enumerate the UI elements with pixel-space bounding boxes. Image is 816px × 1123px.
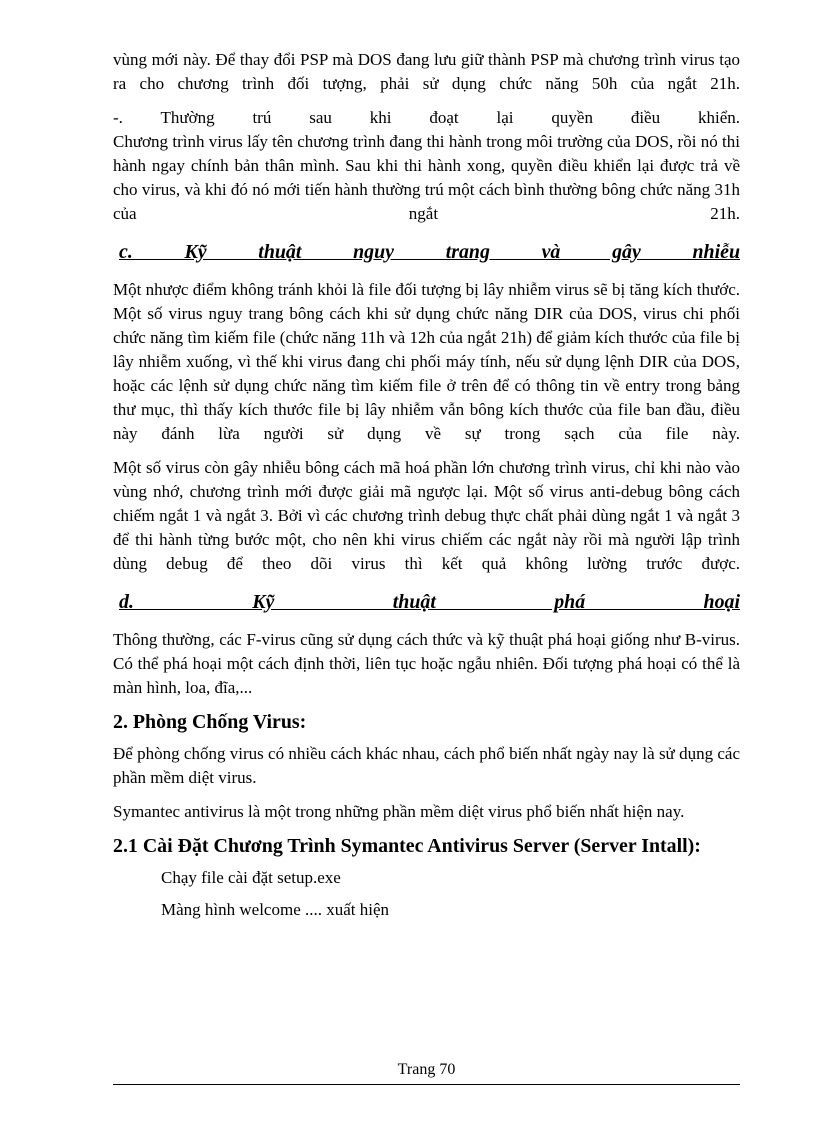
heading-2-virus-prevention: 2. Phòng Chống Virus: bbox=[113, 711, 307, 733]
paragraph-resident-body: Chương trình virus lấy tên chương trình đang thi hành trong môi trường của DOS, rồi nó thi hành ngay chính bản thân mình. Sau khi thi hành xong, quyền điều khiển lại được trả về cho virus, và khi đó nó mới tiến hành thường trú một cách bình thường bông chức năng 31h của ngắt 21h. bbox=[113, 132, 740, 223]
footer-divider bbox=[113, 1084, 740, 1085]
step-welcome-screen: Màng hình welcome .... xuất hiện bbox=[161, 900, 390, 919]
page-number: Trang 70 bbox=[397, 1061, 456, 1078]
heading-d-destroy-technique: d. Kỹ thuật phá hoại bbox=[119, 591, 740, 613]
paragraph-noise: Một số virus còn gây nhiễu bông cách mã hoá phần lớn chương trình virus, chỉ khi nào vào vùng nhớ, chương trình mới được giải mã ngược lại. Một số virus anti-debug bông cách chiếm ngắt 1 và ngắt 3. Bởi vì các chương trình debug thực chất phải dùng ngắt 1 và ngắt 3 để thi hành từng bước một, cho nên khi virus chiếm các ngắt này rồi mà người lập trình dùng debug để theo dõi virus thì kết quả không lường trước được. bbox=[113, 458, 740, 573]
page-footer bbox=[113, 1059, 740, 1085]
paragraph-psp: vùng mới này. Để thay đổi PSP mà DOS đang lưu giữ thành PSP mà chương trình virus tạo ra cho chương trình đối tượng, phải sử dụng chức năng 50h của ngắt 21h. bbox=[113, 50, 740, 93]
step-run-setup: Chạy file cài đặt setup.exe bbox=[161, 868, 341, 887]
heading-c-disguise-technique: c. Kỹ thuật nguy trang và gây nhiễu bbox=[119, 241, 740, 263]
paragraph-destroy: Thông thường, các F-virus cũng sử dụng cách thức và kỹ thuật phá hoại giống như B-virus. Có thể phá hoại một cách định thời, liên tục hoặc ngẫu nhiên. Đối tượng phá hoại có thể là màn hình, loa, đĩa,... bbox=[113, 630, 740, 697]
paragraph-prevention: Để phòng chống virus có nhiều cách khác nhau, cách phổ biến nhất ngày nay là sử dụng các phần mềm diệt virus. bbox=[113, 744, 740, 787]
paragraph-disguise: Một nhược điểm không tránh khỏi là file đối tượng bị lây nhiễm virus sẽ bị tăng kích thước. Một số virus nguy trang bông cách khi sử dụng chức năng DIR của DOS, virus chi phối chức năng tìm kiếm file (chức năng 11h và 12h của ngắt 21h) để giảm kích thước của file bị lây nhiễm xuống, vì thế khi virus đang chi phối máy tính, nếu sử dụng lệnh DIR của DOS, hoặc các lệnh sử dụng chức năng tìm kiếm file ở trên để có thông tin về entry trong bảng thư mục, thì thấy kích thước file bị lây nhiễm vẫn bông kích thước của file ban đầu, điều này đánh lừa người sử dụng về sự trong sạch của file này. bbox=[113, 280, 740, 443]
paragraph-resident-lead: -. Thường trú sau khi đoạt lại quyền điều khiển. bbox=[113, 108, 740, 127]
paragraph-symantec: Symantec antivirus là một trong những phần mềm diệt virus phổ biến nhất hiện nay. bbox=[113, 802, 685, 821]
heading-21-symantec-server-install: 2.1 Cài Đặt Chương Trình Symantec Antivirus Server (Server Intall): bbox=[113, 835, 701, 857]
